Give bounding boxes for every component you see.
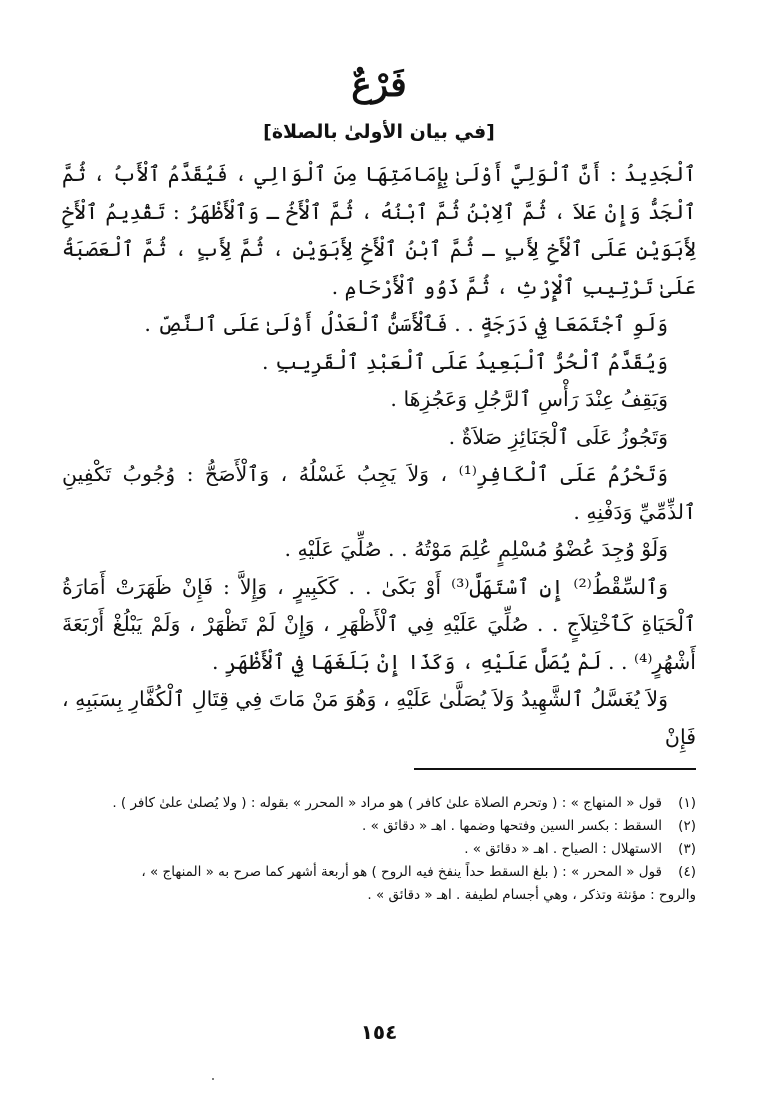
section-heading: فَرْعٌ <box>351 65 407 105</box>
paragraph-non-muslim: وَتَحْرُمُ عَلَى ٱلْكَافِرِ⁽¹⁾ ، وَلاَ يَجِبُ غَسْلُهُ ، وَٱلْأَصَحُّ : وُجُوبُ تَكْفِينِ ٱلذِّمِّيِّ وَدَفْنِهِ . <box>62 462 696 524</box>
main-text <box>62 156 696 756</box>
footnote-item <box>62 861 696 884</box>
footnote-number: (٢) <box>678 818 696 834</box>
footnote-number: (١) <box>678 795 696 811</box>
page-content <box>62 56 696 907</box>
footnote-text: قول « المحرر » : ( بلغ السقط حداً ينفخ فيه الروح ) هو أربعة أشهر كما صرح به « المنهاج » ، <box>141 864 662 880</box>
footnote-number: (٤) <box>678 864 696 880</box>
scan-speck <box>212 1078 214 1080</box>
paragraph-miscarriage: وَٱلسِّقْطُ⁽²⁾ إِنِ ٱسْتَهَلَّ⁽³⁾ أَوْ بَكَىٰ . . كَكَبِيرٍ ، وَإِلاَّ : فَإِنْ ظَهَرَتْ أَمَارَةُ ٱلْحَيَاةِ كَٱخْتِلاَجٍ . . صُلِّيَ عَلَيْهِ فِي ٱلْأَظْهَرِ ، وَإِنْ لَمْ تَظْهَرْ ، وَلَمْ يَبْلُغْ أَرْبَعَةَ أَشْهُرٍ⁽⁴⁾ . . لَمْ يُصَلَّ عَلَيْهِ ، وَكَذَا إِنْ بَلَغَهَا فِي ٱلْأَظْهَرِ . <box>62 574 696 674</box>
footnote-text: قول « المنهاج » : ( وتحرم الصلاة علىٰ كافر ) هو مراد « المحرر » بقوله : ( ولا يُصلىٰ علىٰ كافر ) . <box>112 795 662 811</box>
footnote-number: (٣) <box>678 841 696 857</box>
footnote-text: الاستهلال : الصياح . اهـ « دقائق » . <box>464 841 662 857</box>
footnotes <box>62 792 696 907</box>
page-number: ١٥٤ <box>360 1020 398 1044</box>
footnote-continuation: والروح : مؤنثة وتذكر ، وهي أجسام لطيفة . اهـ « دقائق » . <box>367 887 696 903</box>
footnote-divider <box>414 768 696 770</box>
section-subheading: [في بيان الأولىٰ بالصلاة] <box>263 121 495 143</box>
paragraph-imam-position: وَيَقِفُ عِنْدَ رَأْسِ ٱلرَّجُلِ وَعَجُزِهَا . <box>390 387 668 411</box>
paragraph-body-part: وَلَوْ وُجِدَ عُضْوُ مُسْلِمٍ عُلِمَ مَوْتُهُ . . صُلِّيَ عَلَيْهِ . <box>284 537 668 561</box>
paragraph-guardian-order: ٱلْجَدِيدُ : أَنَّ ٱلْوَلِيَّ أَوْلَىٰ بِإِمَامَتِهَا مِنَ ٱلْوَالِي ، فَيُقَدَّمُ ٱلْأَبُ ، ثُمَّ ٱلْجَدُّ وَإِنْ عَلاَ ، ثُمَّ ٱلِابْنُ ثُمَّ ٱبْنُهُ ، ثُمَّ ٱلْأَخُ ـ وَٱلْأَظْهَرُ : تَقْدِيمُ ٱلْأَخِ لِأَبَوَيْنِ عَلَى ٱلْأَخِ لِأَبٍ ـ ثُمَّ ٱبْنُ ٱلْأَخِ لِأَبَوَيْنِ ، ثُمَّ لِأَبٍ ، ثُمَّ ٱلْعَصَبَةُ عَلَىٰ تَرْتِيبِ ٱلْإِرْثِ ، ثُمَّ ذَوُو ٱلْأَرْحَامِ . <box>62 162 696 299</box>
footnote-item <box>62 838 696 861</box>
paragraph-free-over-slave: وَيُقَدَّمُ ٱلْحُرُّ ٱلْبَعِيدُ عَلَى ٱلْعَبْدِ ٱلْقَرِيبِ . <box>262 349 668 374</box>
paragraph-same-degree: وَلَوِ ٱجْتَمَعَا فِي دَرَجَةٍ . . فَٱلْأَسَنُّ ٱلْعَدْلُ أَوْلَىٰ عَلَى ٱلنَّصِّ . <box>144 312 668 336</box>
paragraph-multiple-funerals: وَتَجُوزُ عَلَى ٱلْجَنَائِزِ صَلاَةٌ . <box>448 424 668 449</box>
footnote-item <box>62 815 696 838</box>
footnote-text: السقط : بكسر السين وفتحها وضمها . اهـ « دقائق » . <box>361 818 662 834</box>
footnote-item <box>62 792 696 815</box>
paragraph-martyr: وَلاَ يُغَسَّلُ ٱلشَّهِيدُ وَلاَ يُصَلَّىٰ عَلَيْهِ ، وَهُوَ مَنْ مَاتَ فِي قِتَالِ ٱلْكُفَّارِ بِسَبَبِهِ ، فَإِنْ <box>62 687 696 749</box>
